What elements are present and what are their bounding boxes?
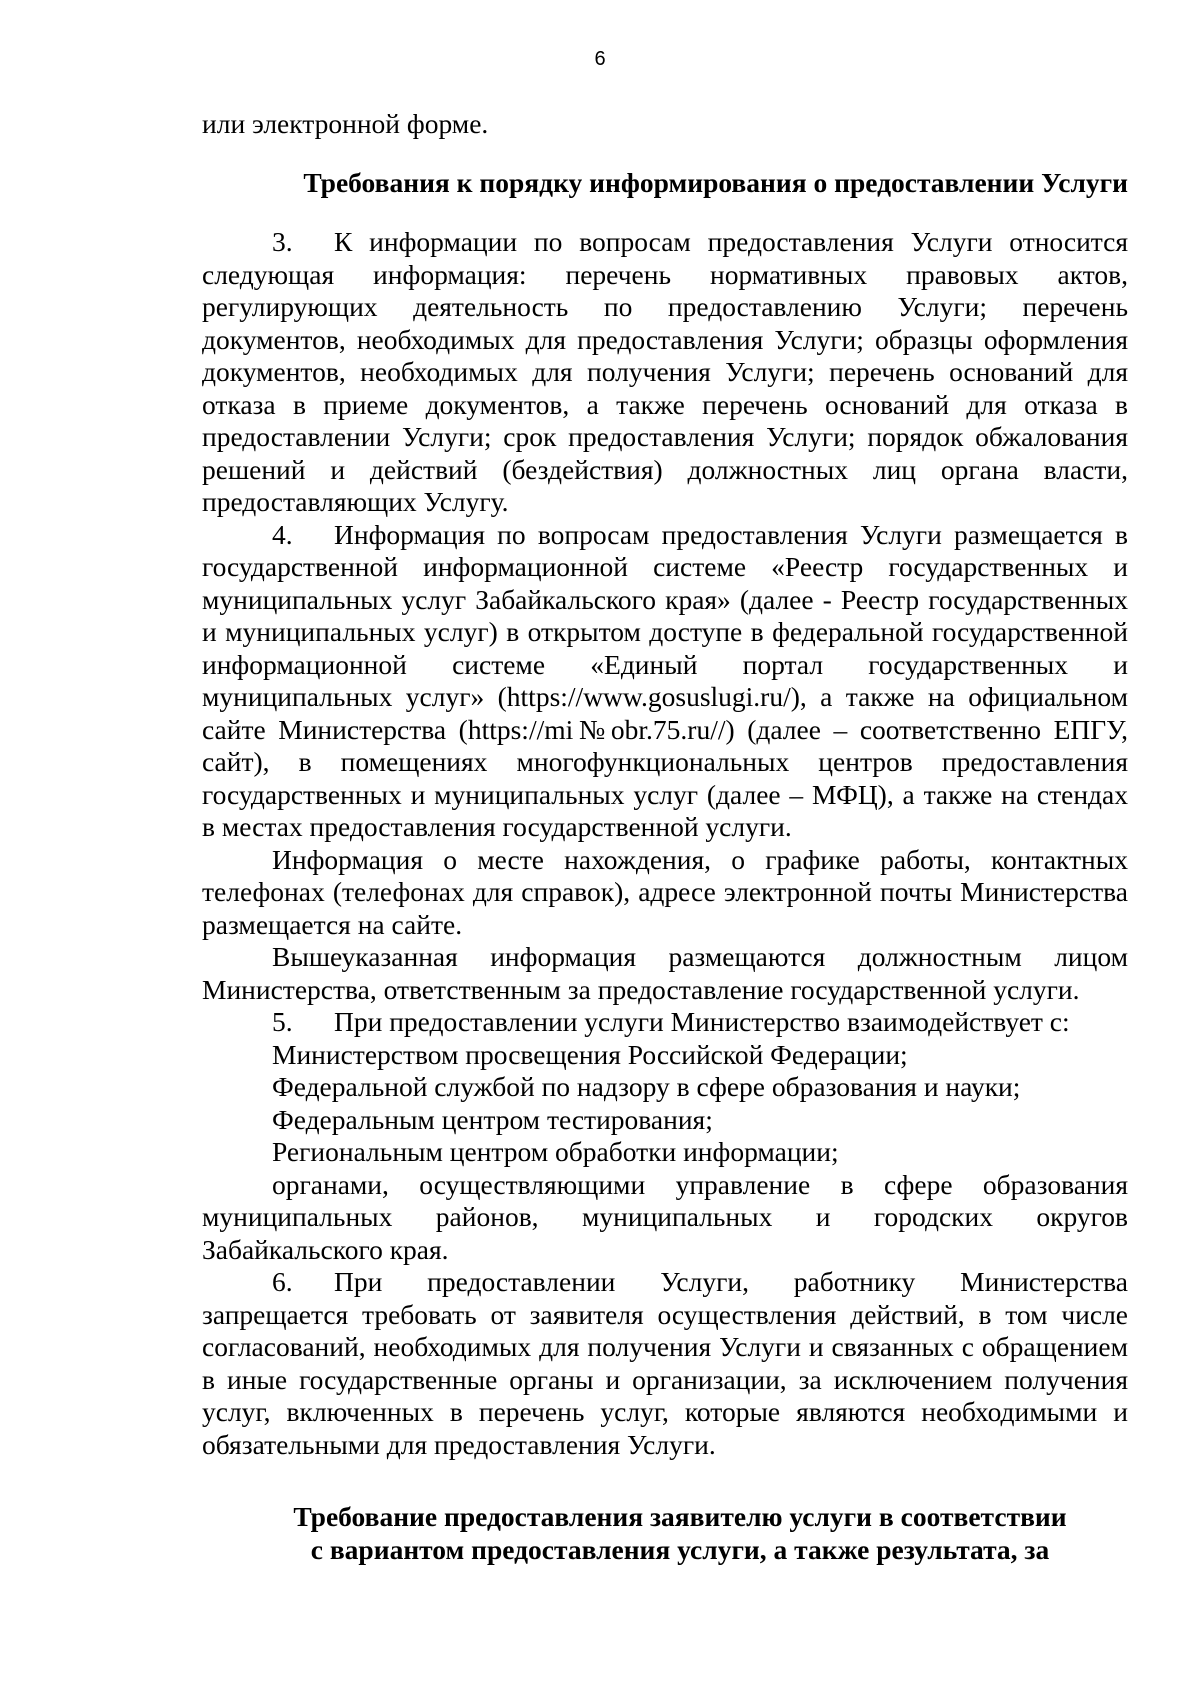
item-number: 3. — [272, 226, 293, 257]
heading-line: Требование предоставления заявителю услуги в соответствии — [293, 1501, 1067, 1532]
paragraph-item-4 — [202, 519, 1128, 844]
paragraph-item-6 — [202, 1266, 1128, 1461]
item-number: 4. — [272, 518, 293, 550]
paragraph-location-info: Информация о месте нахождения, о графике работы, контактных телефонах (телефонах для справок), адресе электронной почты Министерства размещается на сайте. — [202, 843, 1128, 940]
list-item: Федеральной службой по надзору в сфере образования и науки; — [272, 1071, 1021, 1102]
paragraph-responsible: Вышеуказанная информация размещаются должностным лицом Министерства, ответственным за предоставление государственной услуги. — [202, 941, 1128, 1005]
list-item: Региональным центром обработки информации; — [272, 1136, 839, 1167]
item-text: К информации по вопросам предоставления Услуги относится следующая информация: перечень нормативных правовых актов, регулирующих деятельность по предоставлению Услуги; перечень документов, необходимых для предоставления Услуги; образцы оформления документов, необходимых для получения Услуги; перечень оснований для отказа в приеме документов, а также перечень оснований для отказа в предоставлении Услуги; срок предоставления Услуги; порядок обжалования решений и действий (бездействия) должностных лиц органа власти, предоставляющих Услугу. — [202, 226, 1128, 517]
section-heading: Требования к порядку информирования о предоставлении Услуги — [303, 166, 1128, 198]
page-number: 6 — [594, 48, 606, 70]
item-text: При предоставлении услуги Министерство взаимодействует с: — [334, 1006, 1070, 1037]
list-item: органами, осуществляющими управление в сфере образования муниципальных районов, муниципальных и городских округов Забайкальского края. — [202, 1168, 1128, 1265]
paragraph-item-5 — [202, 1006, 1128, 1039]
section-heading-2 — [202, 1501, 1128, 1566]
item-text: При предоставлении Услуги, работнику Министерства запрещается требовать от заявителя осуществления действий, в том числе согласований, необходимых для получения Услуги и связанных с обращением в иные государственные органы и организации, за исключением получения услуг, включенных в перечень услуг, которые являются необходимыми и обязательными для предоставления Услуги. — [202, 1266, 1128, 1460]
list-item: Федеральным центром тестирования; — [272, 1103, 713, 1135]
paragraph-item-3 — [202, 226, 1128, 519]
heading-line: с вариантом предоставления услуги, а также результата, за — [310, 1533, 1050, 1565]
item-number: 5. — [272, 1006, 293, 1037]
item-text: Информация по вопросам предоставления Услуги размещается в государственной информационной системе «Реестр государственных и муниципальных услуг Забайкальского края» (далее - Реестр государственных и муниципальных услуг) в открытом доступе в федеральной государственной информационной системе «Единый портал государственных и муниципальных услуг» (https://www.gosuslugi.ru/), а также на официальном сайте Министерства (https://mi№obr.75.ru//) (далее – соответственно ЕПГУ, сайт), в помещениях многофункциональных центров предоставления государственных и муниципальных услуг (далее – МФЦ), а также на стендах в местах предоставления государственной услуги. — [202, 518, 1128, 842]
document-body — [202, 108, 1128, 1566]
item-number: 6. — [272, 1266, 293, 1297]
list-item: Министерством просвещения Российской Федерации; — [272, 1038, 908, 1070]
intro-line: или электронной форме. — [202, 108, 489, 139]
